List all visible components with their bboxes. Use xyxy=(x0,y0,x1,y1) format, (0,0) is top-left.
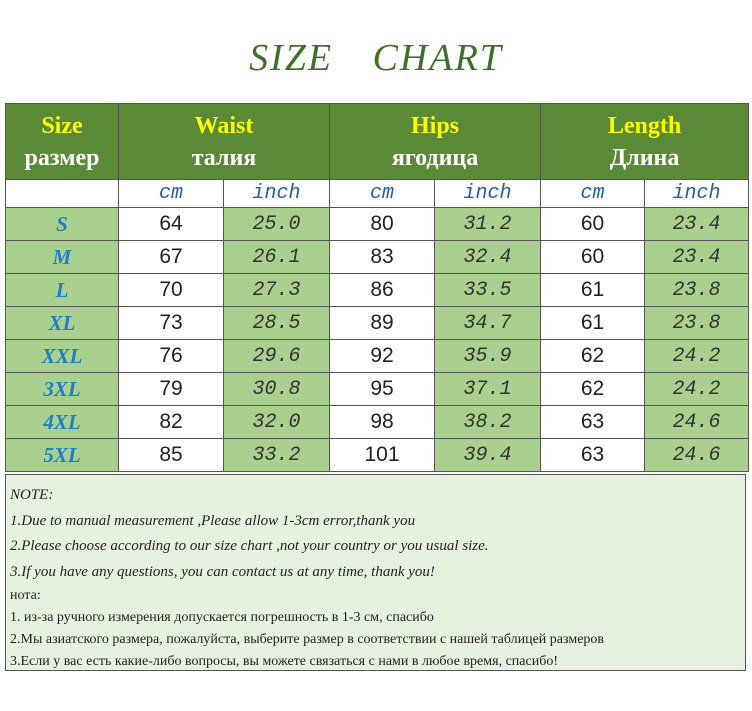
size-label: S xyxy=(6,208,119,241)
size-label: 5XL xyxy=(6,439,119,472)
hips-inch-cell: 32.4 xyxy=(435,241,541,274)
note-ru-1: 1. из-за ручного измерения допускается погрешность в 1-3 см, спасибо xyxy=(10,610,434,625)
size-label: 4XL xyxy=(6,406,119,439)
waist-inch-cell: 30.8 xyxy=(224,373,330,406)
table-row xyxy=(6,274,749,307)
waist-cm-cell: 73 xyxy=(119,307,224,340)
hips-inch-cell: 37.1 xyxy=(435,373,541,406)
length-cm-cell: 61 xyxy=(541,274,645,307)
length-inch-cell: 24.2 xyxy=(645,340,749,373)
hips-inch-cell: 39.4 xyxy=(435,439,541,472)
hips-cm-cell: 95 xyxy=(330,373,435,406)
note-en-3: 3.If you have any questions, you can contact us at any time, thank you! xyxy=(10,563,435,580)
hips-cm-cell: 89 xyxy=(330,307,435,340)
hips-inch-cell: 31.2 xyxy=(435,208,541,241)
hips-inch-cell: 33.5 xyxy=(435,274,541,307)
page-title: SIZE CHART xyxy=(249,37,503,79)
units-row xyxy=(6,180,749,208)
length-cm-cell: 62 xyxy=(541,373,645,406)
table-row xyxy=(6,439,749,472)
header-hips xyxy=(330,104,541,180)
note-ru-2: 2.Мы азиатского размера, пожалуйста, выберите размер в соответствии с нашей таблицей размеров xyxy=(10,632,605,647)
waist-cm-cell: 67 xyxy=(119,241,224,274)
note-ru-3: 3.Если у вас есть какие-либо вопросы, вы можете связаться с нами в любое время, спасибо! xyxy=(10,654,558,669)
size-label: 3XL xyxy=(6,373,119,406)
header-waist xyxy=(119,104,330,180)
hips-cm-cell: 80 xyxy=(330,208,435,241)
size-label: XXL xyxy=(6,340,119,373)
waist-inch-cell: 25.0 xyxy=(224,208,330,241)
table-row xyxy=(6,241,749,274)
table-row xyxy=(6,373,749,406)
hips-inch-cell: 34.7 xyxy=(435,307,541,340)
unit-length-cm: cm xyxy=(541,180,645,208)
length-inch-cell: 24.6 xyxy=(645,439,749,472)
table-row xyxy=(6,307,749,340)
waist-cm-cell: 70 xyxy=(119,274,224,307)
header-size-ru: размер xyxy=(24,144,100,171)
table-row xyxy=(6,406,749,439)
length-inch-cell: 24.6 xyxy=(645,406,749,439)
note-en-1: 1.Due to manual measurement ,Please allow 1-3cm error,thank you xyxy=(10,512,416,529)
length-cm-cell: 60 xyxy=(541,241,645,274)
length-cm-cell: 63 xyxy=(541,439,645,472)
unit-waist-cm: cm xyxy=(119,180,224,208)
header-length xyxy=(541,104,749,180)
notes-panel xyxy=(5,474,746,671)
header-row xyxy=(6,104,749,180)
hips-inch-cell: 35.9 xyxy=(435,340,541,373)
unit-length-inch: inch xyxy=(645,180,749,208)
header-length-en: Length xyxy=(607,112,682,139)
header-waist-ru: талия xyxy=(191,144,257,171)
length-cm-cell: 62 xyxy=(541,340,645,373)
length-inch-cell: 23.8 xyxy=(645,307,749,340)
size-label: XL xyxy=(6,307,119,340)
header-waist-en: Waist xyxy=(194,112,254,139)
length-cm-cell: 63 xyxy=(541,406,645,439)
header-hips-en: Hips xyxy=(411,112,460,139)
note-ru-label: нота: xyxy=(10,588,41,603)
waist-inch-cell: 32.0 xyxy=(224,406,330,439)
waist-inch-cell: 27.3 xyxy=(224,274,330,307)
hips-cm-cell: 83 xyxy=(330,241,435,274)
size-label: M xyxy=(6,241,119,274)
size-chart-table xyxy=(5,103,749,472)
waist-inch-cell: 26.1 xyxy=(224,241,330,274)
table-row xyxy=(6,340,749,373)
hips-cm-cell: 92 xyxy=(330,340,435,373)
waist-inch-cell: 28.5 xyxy=(224,307,330,340)
waist-cm-cell: 79 xyxy=(119,373,224,406)
header-size xyxy=(6,104,119,180)
unit-waist-inch: inch xyxy=(224,180,330,208)
waist-cm-cell: 76 xyxy=(119,340,224,373)
length-inch-cell: 24.2 xyxy=(645,373,749,406)
table-row xyxy=(6,208,749,241)
hips-cm-cell: 98 xyxy=(330,406,435,439)
length-inch-cell: 23.4 xyxy=(645,241,749,274)
note-en-2: 2.Please choose according to our size chart ,not your country or you usual size. xyxy=(10,538,489,554)
header-size-en: Size xyxy=(41,112,83,139)
waist-cm-cell: 85 xyxy=(119,439,224,472)
length-cm-cell: 60 xyxy=(541,208,645,241)
hips-cm-cell: 86 xyxy=(330,274,435,307)
waist-cm-cell: 64 xyxy=(119,208,224,241)
hips-inch-cell: 38.2 xyxy=(435,406,541,439)
waist-inch-cell: 29.6 xyxy=(224,340,330,373)
units-blank xyxy=(6,180,119,208)
waist-inch-cell: 33.2 xyxy=(224,439,330,472)
length-inch-cell: 23.8 xyxy=(645,274,749,307)
hips-cm-cell: 101 xyxy=(330,439,435,472)
length-cm-cell: 61 xyxy=(541,307,645,340)
unit-hips-cm: cm xyxy=(330,180,435,208)
size-label: L xyxy=(6,274,119,307)
header-hips-ru: ягодица xyxy=(391,144,479,171)
waist-cm-cell: 82 xyxy=(119,406,224,439)
header-length-ru: Длина xyxy=(609,144,680,171)
length-inch-cell: 23.4 xyxy=(645,208,749,241)
unit-hips-inch: inch xyxy=(435,180,541,208)
note-label: NOTE: xyxy=(10,487,54,503)
